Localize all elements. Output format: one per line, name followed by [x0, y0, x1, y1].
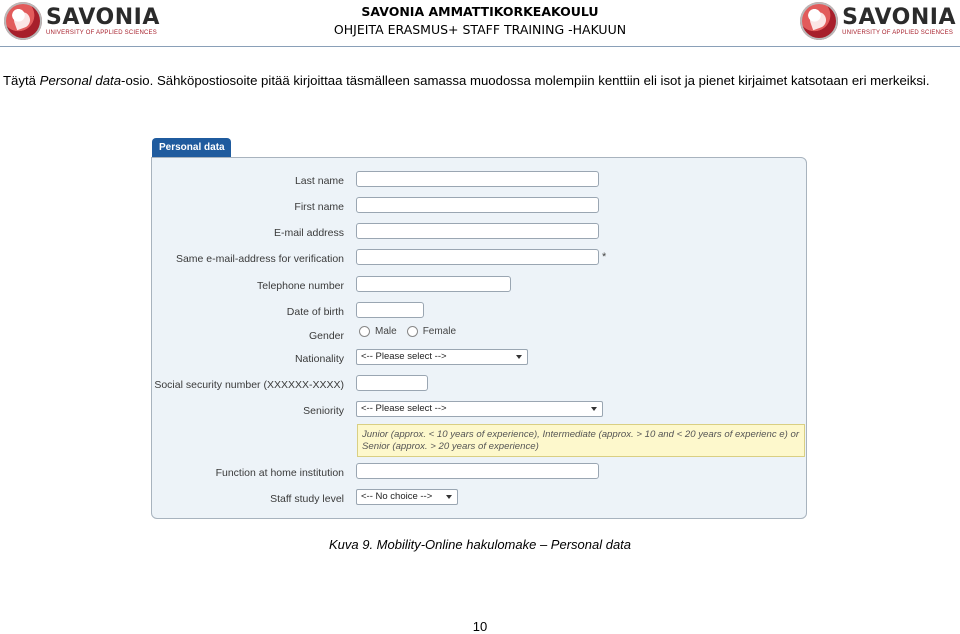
ssn-label: Social security number (XXXXXX-XXXX) — [154, 379, 344, 391]
telephone-input[interactable] — [356, 276, 511, 292]
function-input[interactable] — [356, 463, 599, 479]
first-name-label: First name — [294, 201, 344, 213]
logo-subtitle: UNIVERSITY OF APPLIED SCIENCES — [46, 29, 157, 36]
savonia-logo-icon — [800, 2, 838, 40]
row-function — [152, 463, 806, 483]
logo-subtitle: UNIVERSITY OF APPLIED SCIENCES — [842, 29, 954, 36]
header-title-line2: OHJEITA ERASMUS+ STAFF TRAINING -HAKUUN — [333, 22, 627, 37]
row-first-name — [152, 197, 806, 217]
row-staff-level — [152, 489, 806, 509]
personal-data-form — [151, 157, 807, 519]
gender-radio-group — [359, 326, 466, 337]
required-marker: * — [602, 251, 607, 263]
female-radio[interactable] — [407, 326, 418, 337]
row-email — [152, 223, 806, 243]
figure-caption: Kuva 9. Mobility-Online hakulomake – Personal data — [328, 537, 632, 552]
seniority-hint: Junior (approx. < 10 years of experience), Intermediate (approx. > 10 and < 20 years of experienc e) or Senior (approx. > 20 years of experience) — [357, 424, 805, 457]
email-verify-input[interactable] — [356, 249, 599, 265]
nationality-label: Nationality — [294, 353, 344, 365]
row-telephone — [152, 276, 806, 296]
intro-paragraph — [3, 69, 957, 93]
seniority-selected-value: <-- Please select --> — [361, 403, 447, 414]
row-seniority — [152, 401, 806, 421]
nationality-selected-value: <-- Please select --> — [361, 351, 447, 362]
chevron-down-icon — [446, 495, 452, 499]
date-of-birth-label: Date of birth — [286, 306, 344, 318]
function-label: Function at home institution — [215, 467, 344, 479]
ssn-input[interactable] — [356, 375, 428, 391]
row-gender — [152, 326, 806, 346]
row-last-name — [152, 171, 806, 191]
intro-text-rest: -osio. Sähköpostiosoite pitää kirjoittaa täsmälleen samassa muodossa molempiin kenttiin eli isot ja pienet kirjaimet katsotaan eri merkeiksi. — [121, 73, 930, 88]
row-ssn — [152, 375, 806, 395]
male-radio-label: Male — [375, 326, 397, 337]
email-label: E-mail address — [273, 227, 344, 239]
logo-brand: SAVONIA — [842, 4, 956, 30]
seniority-label: Seniority — [303, 405, 344, 417]
intro-text-start: Täytä — [3, 73, 40, 88]
last-name-input[interactable] — [356, 171, 599, 187]
last-name-label: Last name — [294, 175, 344, 187]
staff-level-selected-value: <-- No choice --> — [361, 491, 433, 502]
row-nationality — [152, 349, 806, 369]
header-divider — [0, 46, 960, 47]
chevron-down-icon — [591, 407, 597, 411]
email-verify-label: Same e-mail-address for verification — [175, 253, 344, 265]
header-title-line1: SAVONIA AMMATTIKORKEAKOULU — [361, 4, 599, 19]
nationality-select[interactable] — [356, 349, 528, 365]
email-input[interactable] — [356, 223, 599, 239]
seniority-select[interactable] — [356, 401, 603, 417]
male-radio[interactable] — [359, 326, 370, 337]
date-of-birth-input[interactable] — [356, 302, 424, 318]
savonia-logo-right — [800, 2, 956, 40]
intro-italic-term: Personal data — [39, 73, 122, 88]
logo-brand: SAVONIA — [46, 4, 160, 30]
gender-option-male[interactable] — [359, 326, 397, 337]
first-name-input[interactable] — [356, 197, 599, 213]
chevron-down-icon — [516, 355, 522, 359]
gender-option-female[interactable] — [407, 326, 456, 337]
female-radio-label: Female — [422, 326, 457, 337]
telephone-label: Telephone number — [257, 280, 344, 292]
staff-level-label: Staff study level — [270, 493, 344, 505]
gender-label: Gender — [308, 330, 344, 342]
row-email-verify — [152, 249, 806, 269]
page-number: 10 — [472, 619, 488, 634]
staff-level-select[interactable] — [356, 489, 458, 505]
tab-personal-data[interactable]: Personal data — [152, 138, 231, 158]
row-date-of-birth — [152, 302, 806, 322]
